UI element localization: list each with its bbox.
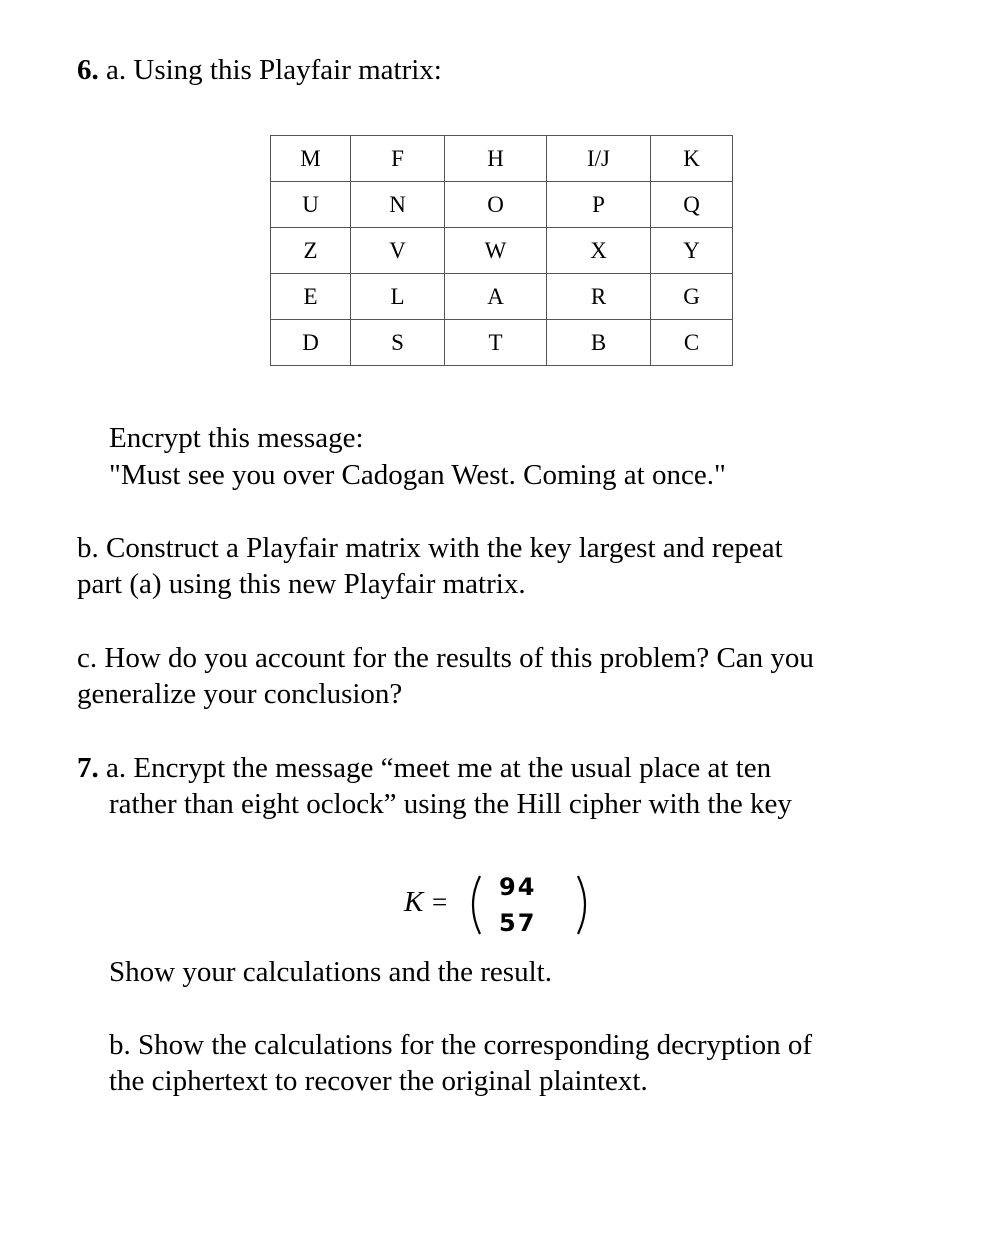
hill-key-matrix (404, 868, 604, 940)
matrix-cell: P (547, 182, 651, 228)
matrix-cell: B (547, 320, 651, 366)
question-6b-line-1: b. Construct a Playfair matrix with the key largest and repeat (77, 532, 783, 564)
question-7a-line-2: rather than eight oclock” using the Hill cipher with the key (109, 788, 792, 820)
matrix-cell: K (651, 136, 733, 182)
matrix-cell: O (445, 182, 547, 228)
matrix-cell: A (445, 274, 547, 320)
question-7b-line-1: b. Show the calculations for the corresponding decryption of (109, 1029, 813, 1061)
question-6b-line-2: part (a) using this new Playfair matrix. (77, 568, 526, 600)
matrix-row (271, 320, 733, 366)
matrix-cell: U (271, 182, 351, 228)
matrix-cell: V (351, 228, 445, 274)
matrix-cell: D (271, 320, 351, 366)
matrix-cell: W (445, 228, 547, 274)
matrix-cell: Q (651, 182, 733, 228)
matrix-cell: I/J (547, 136, 651, 182)
key-matrix-row-2: 57 (499, 909, 537, 937)
matrix-cell: Z (271, 228, 351, 274)
left-parenthesis (473, 876, 480, 934)
question-7-heading (77, 750, 771, 786)
matrix-row (271, 136, 733, 182)
question-7a-line-1: a. Encrypt the message “meet me at the usual place at ten (98, 752, 772, 784)
show-calculations-text: Show your calculations and the result. (109, 956, 552, 988)
matrix-cell: C (651, 320, 733, 366)
matrix-cell: R (547, 274, 651, 320)
plaintext-message: "Must see you over Cadogan West. Coming at once." (109, 459, 726, 491)
matrix-cell: S (351, 320, 445, 366)
matrix-cell: M (271, 136, 351, 182)
question-number-6: 6. (77, 54, 99, 86)
question-number-7: 7. (77, 752, 99, 784)
key-matrix-row-1: 94 (499, 873, 537, 901)
matrix-row (271, 182, 733, 228)
matrix-row (271, 228, 733, 274)
matrix-row (271, 274, 733, 320)
encrypt-label: Encrypt this message: (109, 422, 364, 454)
playfair-matrix-table (270, 135, 733, 366)
key-symbol: K (404, 886, 424, 918)
matrix-cell: Y (651, 228, 733, 274)
matrix-cell: F (351, 136, 445, 182)
equals-sign: = (432, 887, 448, 917)
question-6a-intro: a. Using this Playfair matrix: (98, 54, 442, 86)
question-6c-line-2: generalize your conclusion? (77, 678, 403, 710)
matrix-cell: X (547, 228, 651, 274)
matrix-cell: G (651, 274, 733, 320)
question-7b-line-2: the ciphertext to recover the original plaintext. (109, 1065, 648, 1097)
matrix-cell: H (445, 136, 547, 182)
matrix-cell: T (445, 320, 547, 366)
question-6-heading (77, 52, 442, 88)
matrix-cell: L (351, 274, 445, 320)
matrix-cell: E (271, 274, 351, 320)
right-parenthesis (578, 876, 585, 934)
matrix-cell: N (351, 182, 445, 228)
question-6c-line-1: c. How do you account for the results of this problem? Can you (77, 642, 814, 674)
